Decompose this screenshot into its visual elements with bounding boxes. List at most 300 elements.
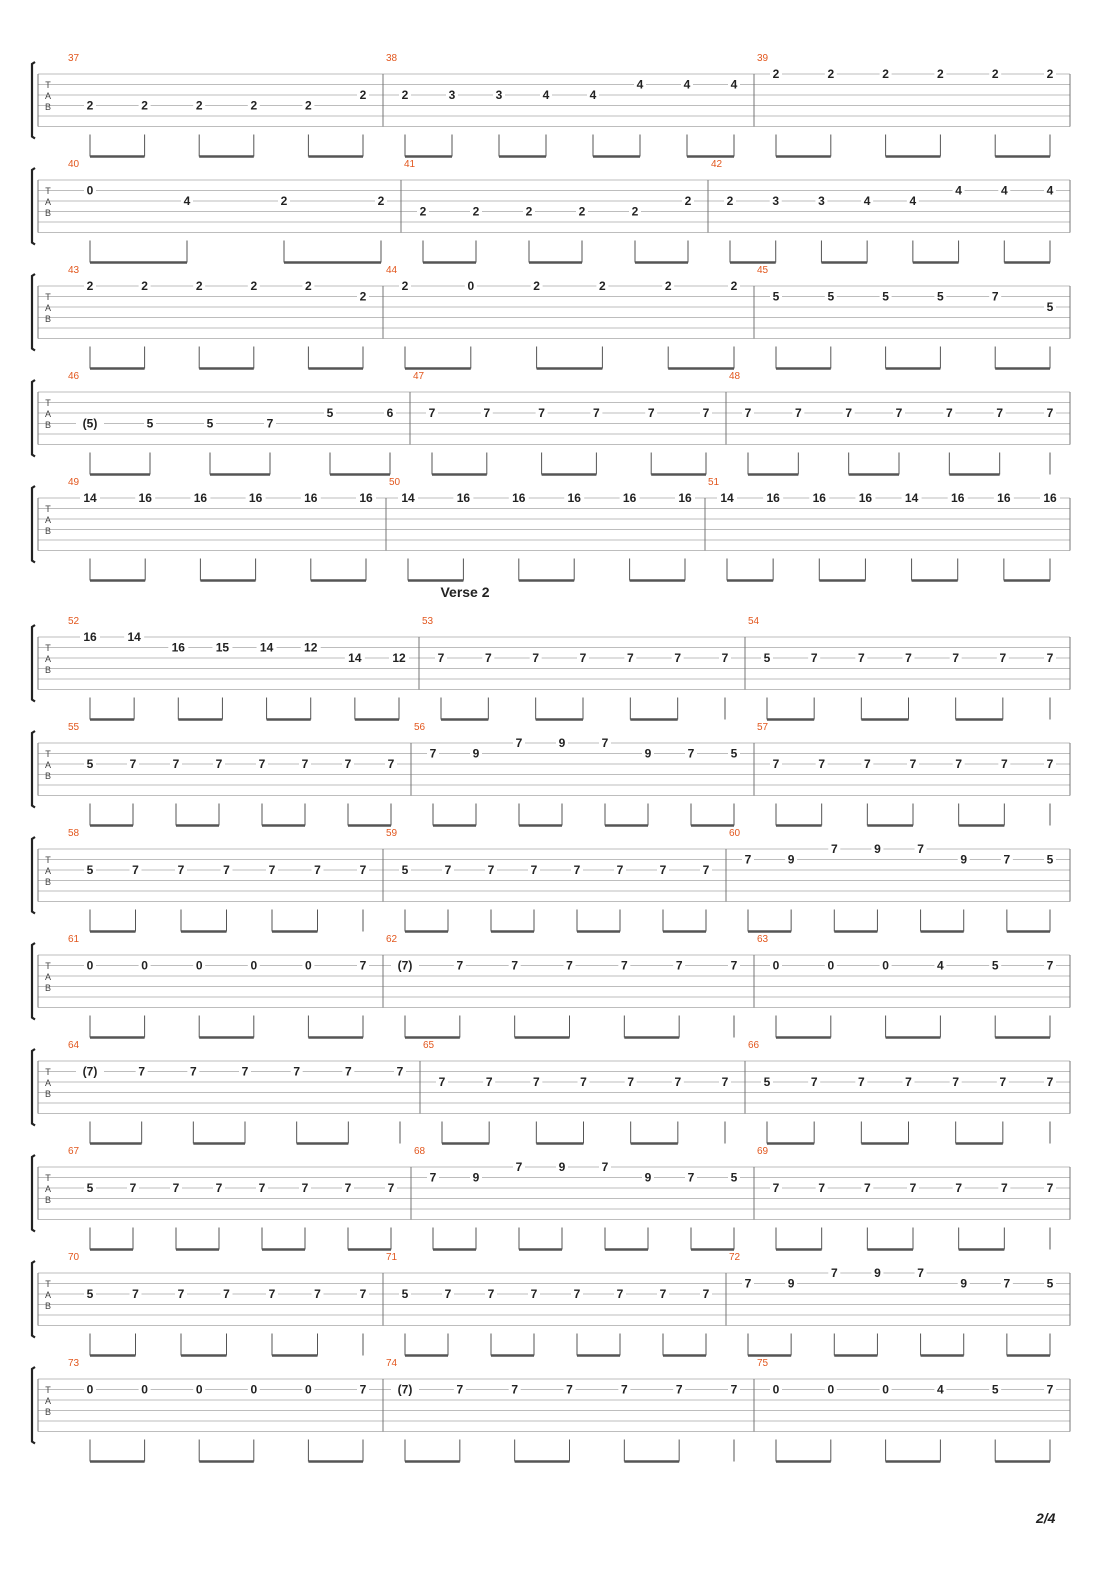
measure-54 xyxy=(748,616,1056,720)
fret-number: 7 xyxy=(177,1287,185,1301)
fret-number: 0 xyxy=(827,1382,835,1397)
fret-number: 4 xyxy=(730,77,738,92)
fret-number: 2 xyxy=(772,67,780,81)
fret-number: 7 xyxy=(344,1181,352,1195)
measure-number: 63 xyxy=(757,934,769,945)
measure-62 xyxy=(386,934,740,1038)
measure-56 xyxy=(414,722,740,826)
fret-number: 2 xyxy=(882,67,889,81)
tab-system xyxy=(32,371,1070,475)
fret-number: 12 xyxy=(392,651,406,665)
fret-number: 9 xyxy=(874,842,881,856)
fret-number: 5 xyxy=(827,289,835,304)
tab-clef-letter: T xyxy=(45,398,51,408)
fret-number: 7 xyxy=(266,416,274,431)
fret-number: 7 xyxy=(917,842,924,856)
fret-number: 7 xyxy=(772,1181,780,1195)
fret-number: 7 xyxy=(456,958,464,973)
fret-number: 5 xyxy=(763,1075,771,1089)
system-bracket xyxy=(32,943,35,1020)
fret-number: 7 xyxy=(223,863,230,877)
fret-number: 7 xyxy=(810,1075,818,1089)
fret-number: 2 xyxy=(1046,67,1054,81)
system-bracket xyxy=(32,62,35,139)
fret-number: 7 xyxy=(675,1382,683,1397)
fret-number: 7 xyxy=(1046,757,1054,771)
fret-number: 7 xyxy=(674,1075,682,1089)
fret-number: 7 xyxy=(647,406,655,420)
tab-clef-letter: B xyxy=(44,1089,52,1099)
fret-number: 7 xyxy=(359,958,367,973)
fret-number: 4 xyxy=(1000,183,1008,198)
fret-number: 0 xyxy=(305,958,312,973)
fret-number: 7 xyxy=(616,863,624,877)
fret-number: 7 xyxy=(566,1382,573,1397)
measure-number: 65 xyxy=(423,1040,435,1051)
measure-number: 38 xyxy=(386,53,398,64)
tab-clef-letter: B xyxy=(44,526,52,536)
fret-number: 7 xyxy=(909,757,917,771)
system-bracket xyxy=(32,1367,35,1444)
fret-number: 7 xyxy=(396,1064,404,1079)
fret-number: 2 xyxy=(195,98,203,113)
fret-number: 4 xyxy=(1046,183,1054,198)
fret-number: 2 xyxy=(991,67,999,81)
fret-number: 7 xyxy=(268,1287,276,1301)
measure-number: 70 xyxy=(68,1252,80,1263)
system-bracket xyxy=(32,380,35,457)
tab-system xyxy=(32,934,1070,1038)
fret-number: 5 xyxy=(86,863,94,877)
fret-number: 7 xyxy=(955,757,963,771)
measure-38 xyxy=(386,53,740,157)
fret-number: 7 xyxy=(189,1064,197,1079)
fret-number: 4 xyxy=(636,77,644,92)
system-bracket xyxy=(32,731,35,808)
fret-number: 14 xyxy=(720,491,734,505)
fret-number: 7 xyxy=(659,1287,667,1301)
measure-65 xyxy=(423,1040,731,1144)
fret-number: 7 xyxy=(301,1181,309,1195)
measure-number: 75 xyxy=(757,1358,769,1369)
fret-number: 5 xyxy=(1046,1276,1054,1291)
fret-number: 7 xyxy=(818,1181,826,1195)
fret-number: 0 xyxy=(250,1382,258,1397)
fret-number: 7 xyxy=(1046,958,1054,973)
fret-number: 7 xyxy=(627,1075,635,1089)
fret-number: 7 xyxy=(456,1382,464,1397)
measure-number: 67 xyxy=(68,1146,80,1157)
measure-73 xyxy=(68,1358,369,1462)
fret-number: 5 xyxy=(146,416,154,431)
fret-number: 7 xyxy=(945,406,953,420)
tab-clef-letter: T xyxy=(45,1173,51,1183)
fret-number: 2 xyxy=(86,279,94,293)
fret-number: 4 xyxy=(955,183,962,198)
fret-number: 7 xyxy=(344,1064,352,1079)
fret-number: 5 xyxy=(86,1287,94,1301)
fret-number: 4 xyxy=(542,88,550,102)
fret-number: 16 xyxy=(567,491,581,505)
fret-number: 5 xyxy=(1046,300,1054,314)
fret-number: 7 xyxy=(172,1181,180,1195)
fret-number: 7 xyxy=(515,736,523,750)
measure-number: 64 xyxy=(68,1040,80,1051)
fret-number: 0 xyxy=(882,958,889,973)
fret-number: 7 xyxy=(810,651,818,665)
measure-45 xyxy=(757,265,1056,369)
fret-number: 14 xyxy=(83,491,97,505)
fret-number: 7 xyxy=(702,406,710,420)
fret-number: 7 xyxy=(772,757,780,771)
measure-number: 46 xyxy=(68,371,80,382)
tab-clef-letter: T xyxy=(45,961,51,971)
fret-number: 9 xyxy=(472,746,480,761)
fret-number: 7 xyxy=(359,1287,367,1301)
fret-number: 12 xyxy=(304,640,318,655)
tab-clef-letter: T xyxy=(45,1067,51,1077)
fret-number: 0 xyxy=(827,958,835,973)
fret-number: 3 xyxy=(772,194,780,208)
tab-clef-letter: B xyxy=(44,102,52,112)
fret-number: 2 xyxy=(359,289,367,304)
system-bracket xyxy=(32,274,35,351)
measure-number: 60 xyxy=(729,828,741,839)
fret-number: 2 xyxy=(359,88,367,102)
measure-72 xyxy=(729,1252,1056,1356)
fret-number: 16 xyxy=(456,491,471,505)
fret-number: 7 xyxy=(999,1075,1007,1089)
measure-69 xyxy=(757,1146,1056,1250)
measure-68 xyxy=(414,1146,740,1250)
fret-number: 7 xyxy=(857,1075,865,1089)
fret-number: 7 xyxy=(241,1064,249,1079)
tab-clef-letter: B xyxy=(44,314,52,324)
fret-number: 16 xyxy=(512,491,526,505)
fret-number: 7 xyxy=(905,1075,912,1089)
measure-67 xyxy=(68,1146,397,1250)
fret-number: 5 xyxy=(86,757,94,771)
fret-number: 2 xyxy=(472,204,480,219)
fret-number: 7 xyxy=(845,406,853,420)
fret-number: 4 xyxy=(909,194,917,208)
tab-clef-letter: T xyxy=(45,504,51,514)
tab-clef-letter: T xyxy=(45,643,51,653)
fret-number: 7 xyxy=(359,1382,367,1397)
measure-number: 37 xyxy=(68,53,80,64)
system-bracket xyxy=(32,1261,35,1338)
fret-number: 3 xyxy=(818,194,825,208)
measure-number: 72 xyxy=(729,1252,741,1263)
fret-number: 7 xyxy=(905,651,912,665)
fret-number: 5 xyxy=(401,1287,409,1301)
tab-clef-letter: B xyxy=(44,1407,52,1417)
fret-number: 7 xyxy=(511,1382,519,1397)
fret-number: 5 xyxy=(401,863,409,877)
fret-number: 2 xyxy=(305,279,312,293)
fret-number: 7 xyxy=(991,289,999,304)
tab-clef-letter: T xyxy=(45,1385,51,1395)
fret-number: 9 xyxy=(787,1276,795,1291)
fret-number: 7 xyxy=(721,1075,729,1089)
fret-number: 7 xyxy=(952,1075,960,1089)
fret-number: 14 xyxy=(259,640,274,655)
fret-number: 7 xyxy=(138,1064,146,1079)
fret-number: 16 xyxy=(193,491,208,505)
fret-number: 16 xyxy=(138,491,152,505)
fret-number: 5 xyxy=(1046,852,1054,867)
fret-number: 7 xyxy=(601,1160,609,1174)
fret-number: 7 xyxy=(483,406,491,420)
fret-number: 3 xyxy=(448,88,456,102)
measure-40 xyxy=(68,159,387,263)
fret-number: 2 xyxy=(730,279,738,293)
tab-clef-letter: T xyxy=(45,80,51,90)
tab-system xyxy=(32,1252,1070,1356)
fret-number: 7 xyxy=(511,958,519,973)
fret-number: 5 xyxy=(763,651,771,665)
measure-number: 66 xyxy=(748,1040,760,1051)
fret-number: 16 xyxy=(83,630,97,644)
fret-number: 2 xyxy=(401,279,409,293)
measure-number: 41 xyxy=(404,159,416,170)
fret-number: 9 xyxy=(472,1170,480,1185)
fret-number: 7 xyxy=(573,863,581,877)
tab-system xyxy=(32,722,1070,826)
system-bracket xyxy=(32,168,35,245)
fret-number: 7 xyxy=(721,651,729,665)
fret-number: 2 xyxy=(401,88,409,102)
fret-number: 0 xyxy=(195,958,203,973)
fret-number: 5 xyxy=(991,958,999,973)
fret-number: 14 xyxy=(904,491,919,505)
fret-number: 7 xyxy=(387,1181,395,1195)
tab-clef-letter: B xyxy=(44,983,52,993)
fret-number: 15 xyxy=(215,640,230,655)
tab-clef-letter: A xyxy=(44,515,52,525)
measure-number: 49 xyxy=(68,477,80,488)
measure-number: 50 xyxy=(389,477,401,488)
section-label: Verse 2 xyxy=(440,584,490,600)
fret-number: 7 xyxy=(1046,1075,1054,1089)
fret-number: 7 xyxy=(999,651,1007,665)
fret-number: 16 xyxy=(812,491,826,505)
fret-number: 5 xyxy=(86,1181,94,1195)
fret-number: 2 xyxy=(664,279,672,293)
fret-number: 0 xyxy=(86,183,94,198)
measure-number: 57 xyxy=(757,722,769,733)
measure-58 xyxy=(68,828,369,932)
fret-number: 2 xyxy=(419,204,427,219)
fret-number: 5 xyxy=(730,1170,738,1185)
tab-system xyxy=(32,616,1070,720)
fret-number: 7 xyxy=(314,1287,321,1301)
fret-number: 7 xyxy=(952,651,960,665)
fret-number: 7 xyxy=(601,736,609,750)
measure-37 xyxy=(68,53,369,157)
tab-clef-letter: A xyxy=(44,1078,52,1088)
measure-66 xyxy=(748,1040,1056,1144)
tab-clef-letter: B xyxy=(44,1301,52,1311)
fret-number: 7 xyxy=(580,1075,587,1089)
fret-number: (5) xyxy=(82,416,98,431)
fret-number: 7 xyxy=(132,863,139,877)
measure-50 xyxy=(389,477,695,581)
fret-number: 2 xyxy=(937,67,944,81)
measure-59 xyxy=(386,828,712,932)
tab-clef-letter: B xyxy=(44,420,52,430)
fret-number: 16 xyxy=(171,640,185,655)
fret-number: 7 xyxy=(444,1287,452,1301)
fret-number: 7 xyxy=(129,757,137,771)
measure-number: 71 xyxy=(386,1252,398,1263)
fret-number: 2 xyxy=(827,67,835,81)
tab-clef-letter: A xyxy=(44,303,52,313)
measure-51 xyxy=(708,477,1060,581)
fret-number: 7 xyxy=(268,863,276,877)
fret-number: 16 xyxy=(359,491,373,505)
fret-number: 7 xyxy=(566,958,573,973)
measure-number: 42 xyxy=(711,159,723,170)
fret-number: 0 xyxy=(882,1382,889,1397)
tab-clef-letter: A xyxy=(44,91,52,101)
measure-57 xyxy=(757,722,1056,826)
fret-number: 16 xyxy=(951,491,965,505)
fret-number: 14 xyxy=(401,491,415,505)
fret-number: 9 xyxy=(874,1266,881,1280)
fret-number: 7 xyxy=(620,958,628,973)
fret-number: 4 xyxy=(937,1382,944,1397)
tab-system xyxy=(32,828,1070,932)
measure-42 xyxy=(711,159,1056,263)
measure-number: 40 xyxy=(68,159,80,170)
fret-number: 7 xyxy=(344,757,352,771)
fret-number: 0 xyxy=(250,958,258,973)
fret-number: 7 xyxy=(955,1181,963,1195)
fret-number: 2 xyxy=(599,279,606,293)
fret-number: 0 xyxy=(86,1382,94,1397)
tab-clef-letter: B xyxy=(44,771,52,781)
measure-60 xyxy=(729,828,1056,932)
fret-number: 5 xyxy=(882,289,889,304)
fret-number: 7 xyxy=(444,863,452,877)
fret-number: 9 xyxy=(644,1170,652,1185)
tab-system xyxy=(32,1040,1070,1144)
fret-number: 7 xyxy=(818,757,826,771)
fret-number: 7 xyxy=(730,958,738,973)
fret-number: 7 xyxy=(438,1075,446,1089)
fret-number: 7 xyxy=(515,1160,523,1174)
fret-number: 5 xyxy=(326,406,334,420)
fret-number: 7 xyxy=(172,757,180,771)
tab-clef-letter: A xyxy=(44,1396,52,1406)
measure-number: 74 xyxy=(386,1358,398,1369)
measure-48 xyxy=(729,371,1056,475)
measure-number: 54 xyxy=(748,616,760,627)
fret-number: 4 xyxy=(937,958,944,973)
tab-clef-letter: T xyxy=(45,292,51,302)
fret-number: 16 xyxy=(997,491,1011,505)
tab-clef-letter: A xyxy=(44,409,52,419)
fret-number: 16 xyxy=(858,491,873,505)
fret-number: 7 xyxy=(1046,651,1054,665)
fret-number: 16 xyxy=(678,491,692,505)
fret-number: (7) xyxy=(82,1064,98,1079)
measure-74 xyxy=(386,1358,740,1462)
fret-number: 16 xyxy=(248,491,263,505)
fret-number: 7 xyxy=(1000,1181,1008,1195)
fret-number: 7 xyxy=(675,958,683,973)
fret-number: 4 xyxy=(183,194,191,208)
fret-number: 5 xyxy=(772,289,780,304)
fret-number: 14 xyxy=(348,651,362,665)
fret-number: 9 xyxy=(960,1276,968,1291)
fret-number: 7 xyxy=(293,1064,301,1079)
fret-number: 7 xyxy=(863,1181,871,1195)
fret-number: 7 xyxy=(687,746,695,761)
fret-number: 7 xyxy=(437,651,445,665)
fret-number: 7 xyxy=(730,1382,738,1397)
fret-number: 7 xyxy=(129,1181,137,1195)
tab-clef-letter: A xyxy=(44,1290,52,1300)
system-bracket xyxy=(32,1155,35,1232)
fret-number: 7 xyxy=(223,1287,230,1301)
measure-number: 58 xyxy=(68,828,80,839)
fret-number: 7 xyxy=(314,863,321,877)
fret-number: 7 xyxy=(215,1181,223,1195)
measure-63 xyxy=(757,934,1056,1038)
system-bracket xyxy=(32,625,35,702)
measure-47 xyxy=(413,371,712,475)
system-bracket xyxy=(32,837,35,914)
tab-clef-letter: T xyxy=(45,186,51,196)
fret-number: 0 xyxy=(195,1382,203,1397)
fret-number: 7 xyxy=(744,1276,752,1291)
fret-number: 9 xyxy=(644,746,652,761)
fret-number: 7 xyxy=(487,863,495,877)
measure-75 xyxy=(757,1358,1056,1462)
fret-number: 3 xyxy=(495,88,503,102)
measure-number: 47 xyxy=(413,371,425,382)
fret-number: 0 xyxy=(86,958,94,973)
tab-system xyxy=(32,1358,1070,1462)
fret-number: 7 xyxy=(359,863,367,877)
fret-number: 7 xyxy=(301,757,309,771)
fret-number: 7 xyxy=(744,406,752,420)
fret-number: 2 xyxy=(141,279,148,293)
fret-number: 7 xyxy=(895,406,903,420)
fret-number: 7 xyxy=(909,1181,917,1195)
fret-number: 7 xyxy=(616,1287,624,1301)
tab-clef-letter: B xyxy=(44,1195,52,1205)
tab-clef-letter: B xyxy=(44,665,52,675)
fret-number: 7 xyxy=(1046,1382,1054,1397)
fret-number: 9 xyxy=(558,736,566,750)
fret-number: 7 xyxy=(593,406,600,420)
tab-clef-letter: T xyxy=(45,749,51,759)
measure-44 xyxy=(386,265,740,369)
fret-number: 9 xyxy=(960,852,968,867)
fret-number: (7) xyxy=(397,1382,413,1397)
measure-61 xyxy=(68,934,369,1038)
fret-number: 7 xyxy=(258,1181,266,1195)
fret-number: 7 xyxy=(573,1287,581,1301)
measure-number: 48 xyxy=(729,371,741,382)
measure-39 xyxy=(757,53,1056,157)
fret-number: 2 xyxy=(377,194,385,208)
measure-43 xyxy=(68,265,369,369)
tab-system xyxy=(32,159,1070,263)
